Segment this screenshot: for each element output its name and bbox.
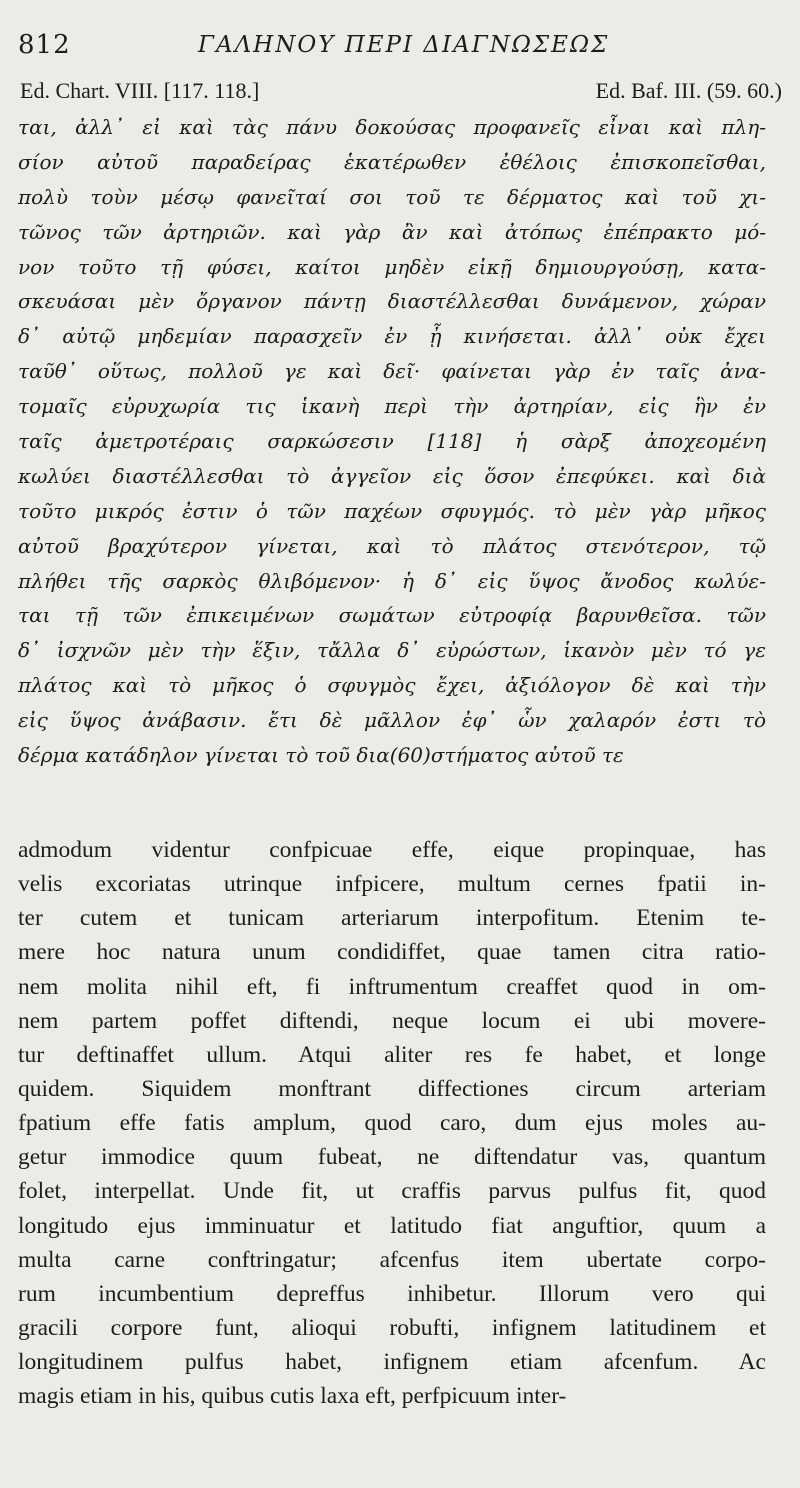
greek-text-line: ται τῇ τῶν ἐπικειμένων σωμάτων εὐτροφίᾳ βαρυνθεῖσα. τῶν	[18, 603, 766, 628]
greek-text-line: νον τοῦτο τῇ φύσει, καίτοι μηδὲν εἰκῇ δημιουργούσῃ, κατα-	[18, 254, 766, 279]
latin-text-line: rum incumbentium depreffus inhibetur. Illorum vero qui	[18, 1280, 766, 1307]
latin-text-line: folet, interpellat. Unde fit, ut craffis parvus pulfus fit, quod	[18, 1178, 766, 1205]
latin-text-line: multa carne conftringatur; afcenfus item ubertate corpo-	[18, 1246, 766, 1273]
latin-text-line: nem molita nihil eft, fi inftrumentum creaffet quod in om-	[18, 973, 766, 1000]
greek-text-line: σίον αὐτοῦ παραδείρας ἑκατέρωθεν ἐθέλοις ἐπισκοπεῖσθαι,	[18, 149, 766, 174]
latin-text-line: mere hoc natura unum condidiffet, quae tamen citra ratio-	[18, 939, 766, 966]
latin-text-line: fpatium effe fatis amplum, quod caro, dum ejus moles au-	[18, 1110, 766, 1137]
latin-text-line: gracili corpore funt, alioqui robufti, infignem latitudinem et	[18, 1314, 766, 1341]
greek-text-line: δέρμα κατάδηλον γίνεται τὸ τοῦ δια(60)στήματος αὐτοῦ τε	[18, 743, 624, 768]
greek-text-line: πλάτος καὶ τὸ μῆκος ὁ σφυγμὸς ἔχει, ἀξιόλογον δὲ καὶ τὴν	[18, 673, 766, 698]
latin-text-line: ter cutem et tunicam arteriarum interpofitum. Etenim te-	[18, 905, 766, 932]
greek-text-line: αὐτοῦ βραχύτερον γίνεται, καὶ τὸ πλάτος στενότερον, τῷ	[18, 533, 766, 558]
greek-text-line: ται, ἀλλ᾽ εἰ καὶ τὰς πάνυ δοκούσας προφανεῖς εἶναι καὶ πλη-	[18, 115, 766, 139]
edition-chart-reference: Ed. Chart. VIII. [117. 118.]	[20, 78, 260, 103]
greek-text-line: κωλύει διαστέλλεσθαι τὸ ἀγγεῖον εἰς ὅσον ἐπεφύκει. καὶ διὰ	[18, 463, 766, 488]
edition-basel-reference: Ed. Baf. III. (59. 60.)	[595, 78, 782, 103]
greek-text-line: δ᾽ ἰσχνῶν μὲν τὴν ἕξιν, τἄλλα δ᾽ εὐρώστων, ἱκανὸν μὲν τό γε	[18, 638, 766, 663]
greek-text-line: τομαῖς εὐρυχωρία τις ἱκανὴ περὶ τὴν ἀρτηρίαν, εἰς ἣν ἐν	[18, 394, 766, 419]
latin-text-line: getur immodice quum fubeat, ne diftendatur vas, quantum	[18, 1144, 766, 1171]
latin-text-line: quidem. Siquidem monftrant diffectiones circum arteriam	[18, 1075, 766, 1102]
latin-text-line: longitudinem pulfus habet, infignem etiam afcenfum. Ac	[18, 1349, 766, 1376]
greek-text-line: πολὺ τοὺν μέσῳ φανεῖταί σοι τοῦ τε δέρματος καὶ τοῦ χι-	[18, 184, 766, 209]
greek-text-line: σκευάσαι μὲν ὄργανον πάντῃ διαστέλλεσθαι δυνάμενον, χώραν	[18, 289, 766, 314]
greek-text-line: πλήθει τῆς σαρκὸς θλιβόμενον· ἡ δ᾽ εἰς ὕψος ἄνοδος κωλύε-	[18, 568, 766, 593]
latin-text-line: nem partem poffet diftendi, neque locum ei ubi movere-	[18, 1007, 766, 1034]
latin-text-line: admodum videntur confpicuae effe, eique propinquae, has	[18, 837, 766, 863]
greek-text-line: δ᾽ αὐτῷ μηδεμίαν παρασχεῖν ἐν ᾗ κινήσεται. ἀλλ᾽ οὐκ ἔχει	[18, 324, 766, 349]
latin-text-line: velis excoriatas utrinque infpicere, multum cernes fpatii in-	[18, 871, 766, 898]
edition-references	[18, 78, 782, 106]
latin-text-block	[18, 833, 766, 1413]
latin-text-line: tur deftinaffet ullum. Atqui aliter res fe habet, et longe	[18, 1041, 766, 1068]
latin-text-line: magis etiam in his, quibus cutis laxa eft, perfpicuum inter-	[18, 1383, 567, 1410]
page-header	[18, 30, 782, 66]
greek-text-line: τοῦτο μικρός ἐστιν ὁ τῶν παχέων σφυγμός. τὸ μὲν γὰρ μῆκος	[18, 498, 766, 523]
running-title: ΓΑΛΗΝΟΥ ΠΕΡΙ ΔΙΑΓΝΩΣΕΩΣ	[198, 32, 610, 58]
greek-text-line: εἰς ὕψος ἀνάβασιν. ἔτι δὲ μᾶλλον ἐφ᾽ ὧν χαλαρόν ἐστι τὸ	[18, 708, 766, 733]
greek-text-line: ταῦθ᾽ οὕτως, πολλοῦ γε καὶ δεῖ· φαίνεται γὰρ ἐν ταῖς ἀνα-	[18, 359, 766, 384]
greek-text-line: ταῖς ἀμετροτέραις σαρκώσεσιν [118] ἡ σὰρξ ἀποχεομένη	[18, 429, 766, 454]
latin-text-line: longitudo ejus imminuatur et latitudo fiat anguftior, quum a	[18, 1212, 766, 1239]
page-number: 812	[18, 30, 71, 60]
greek-text-line: τῶνος τῶν ἀρτηριῶν. καὶ γὰρ ἂν καὶ ἀτόπως ἐπέπρακτο μό-	[18, 219, 766, 244]
greek-text-block	[18, 110, 766, 773]
